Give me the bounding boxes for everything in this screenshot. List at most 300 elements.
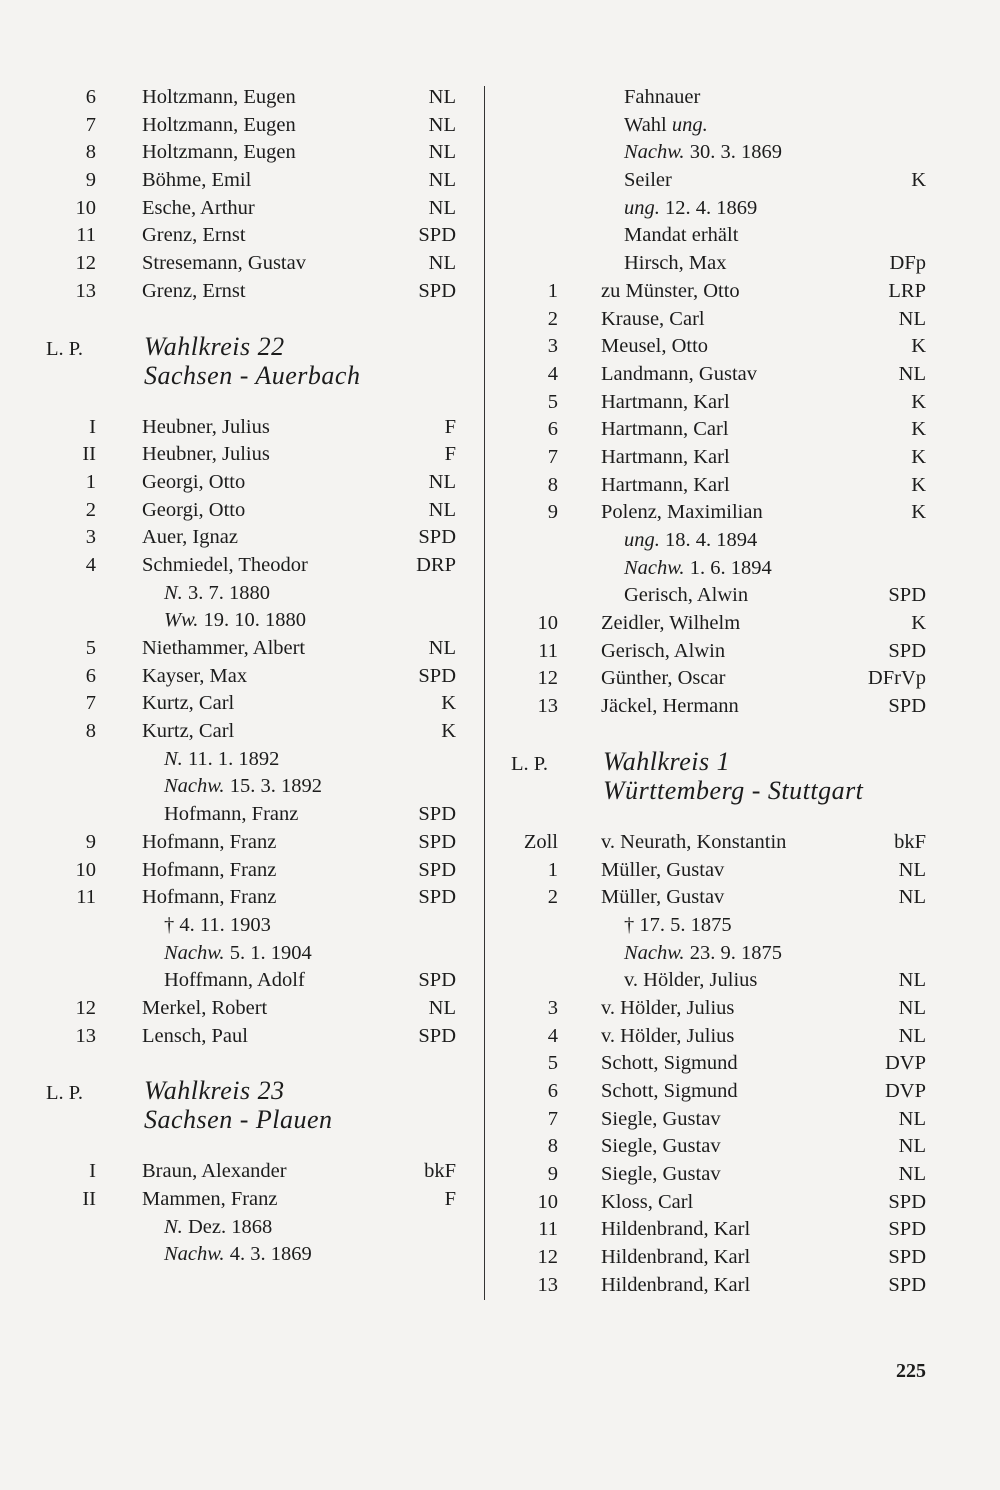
table-row (500, 333, 940, 361)
party-code: SPD (888, 1218, 926, 1241)
member-name: Hildenbrand, Karl (601, 1273, 751, 1296)
party-code: SPD (888, 1190, 926, 1213)
party-code: NL (428, 470, 456, 493)
entry-number: 10 (75, 196, 96, 219)
table-row (500, 665, 940, 693)
table-row (500, 995, 940, 1023)
entry-number: 8 (547, 473, 558, 496)
member-name: v. Hölder, Julius (601, 996, 735, 1019)
column-divider (484, 86, 485, 1300)
annotation-label: Nachw. (164, 1243, 225, 1266)
member-name: Hofmann, Franz (142, 858, 277, 881)
party-code: F (444, 1188, 456, 1210)
table-row (500, 1050, 940, 1078)
party-code: K (441, 720, 456, 743)
entry-number: 13 (537, 1273, 558, 1296)
heading-title: Wahlkreis 23 (144, 1076, 285, 1106)
annotation-date: Wahl (624, 113, 672, 136)
member-name: Schott, Sigmund (601, 1080, 738, 1102)
table-row (500, 912, 940, 940)
entry-number: 5 (547, 1052, 558, 1075)
table-row (0, 746, 470, 774)
annotation (624, 940, 782, 968)
member-name: Kloss, Carl (601, 1190, 694, 1213)
party-code: NL (428, 141, 456, 164)
table-row (0, 995, 470, 1023)
annotation-date: 3. 7. 1880 (182, 581, 270, 604)
annotation-date: 30. 3. 1869 (684, 141, 782, 164)
party-code: SPD (888, 1273, 926, 1296)
member-name: Merkel, Robert (142, 996, 268, 1019)
left-block-list (0, 1158, 470, 1269)
table-row (0, 884, 470, 912)
table-row (0, 1023, 470, 1051)
party-code: K (911, 473, 926, 496)
left-block-list (0, 84, 470, 306)
party-code: DFrVp (867, 667, 926, 690)
party-code: NL (428, 996, 456, 1019)
entry-number: 13 (75, 279, 96, 302)
party-code: SPD (418, 858, 456, 881)
party-code: K (911, 169, 926, 192)
table-row (0, 1158, 470, 1186)
annotation-date: 18. 4. 1894 (659, 529, 758, 551)
entry-number: 6 (85, 664, 96, 687)
table-row (500, 278, 940, 306)
member-name: Gerisch, Alwin (601, 639, 726, 662)
member-name: Hartmann, Carl (601, 418, 729, 441)
member-name: Seiler (624, 169, 672, 192)
member-name: Hartmann, Karl (601, 473, 730, 496)
party-code: SPD (888, 639, 926, 662)
party-code: NL (428, 169, 456, 192)
party-code: DVP (884, 1052, 926, 1075)
member-name: Krause, Carl (601, 307, 705, 330)
table-row (0, 1241, 470, 1269)
entry-number: 13 (75, 1024, 96, 1047)
party-code: bkF (894, 830, 926, 853)
entry-number: 9 (547, 501, 558, 524)
party-code: SPD (418, 803, 456, 826)
table-row (500, 1106, 940, 1134)
table-row (500, 1244, 940, 1272)
party-code: NL (428, 498, 456, 521)
member-name: Holtzmann, Eugen (142, 86, 296, 108)
party-code: DFp (889, 252, 926, 275)
table-row (0, 278, 470, 306)
party-code: SPD (418, 664, 456, 687)
member-name: Müller, Gustav (601, 858, 725, 881)
table-row (0, 441, 470, 469)
annotation (164, 940, 312, 968)
table-row (0, 718, 470, 746)
party-code: NL (898, 307, 926, 330)
right-block-list (500, 829, 940, 1300)
table-row (500, 167, 940, 195)
member-name: Grenz, Ernst (142, 279, 246, 302)
table-row (500, 195, 940, 223)
annotation (624, 139, 782, 167)
entry-number: 3 (547, 996, 558, 1019)
entry-number: 8 (85, 720, 96, 743)
annotation-label: Nachw. (624, 941, 685, 964)
party-code: NL (898, 1107, 926, 1130)
entry-number: 10 (75, 858, 96, 881)
annotation-label: Nachw. (624, 141, 685, 164)
entry-number: 5 (85, 637, 96, 659)
entry-number: 2 (547, 886, 558, 909)
annotation-date: 12. 4. 1869 (659, 196, 758, 219)
party-code: F (444, 415, 456, 438)
entry-number: 12 (75, 996, 96, 1019)
heading-wahlkreis-22 (0, 331, 470, 400)
entry-number: I (89, 415, 96, 438)
party-code: K (911, 390, 926, 413)
entry-number: II (82, 443, 96, 466)
annotation (164, 912, 271, 940)
annotation-date: 4. 3. 1869 (224, 1243, 312, 1266)
member-name: Hofmann, Franz (142, 886, 277, 909)
table-row (500, 472, 940, 500)
party-code: NL (898, 996, 926, 1019)
table-row (500, 1133, 940, 1161)
member-name: Schmiedel, Theodor (142, 553, 308, 576)
table-row (500, 638, 940, 666)
table-row (500, 306, 940, 334)
left-block-list (0, 414, 470, 1051)
annotation-date: Dez. 1868 (182, 1215, 273, 1238)
entry-number: 6 (547, 1080, 558, 1102)
annotation (164, 773, 322, 801)
table-row (0, 1214, 470, 1242)
party-code: K (911, 445, 926, 468)
entry-number: 4 (547, 1024, 558, 1047)
annotation-label: Nachw. (164, 941, 225, 964)
annotation-label: ung. (624, 196, 660, 219)
member-name: Lensch, Paul (142, 1024, 248, 1047)
annotation-label: N. (164, 581, 183, 604)
table-row (0, 829, 470, 857)
annotation-date: † 17. 5. 1875 (624, 913, 732, 936)
member-name: Braun, Alexander (142, 1160, 287, 1183)
member-name: Siegle, Gustav (601, 1107, 721, 1130)
table-row (500, 416, 940, 444)
party-code: NL (898, 1024, 926, 1047)
entry-number: 7 (547, 445, 558, 468)
entry-number: 1 (547, 858, 558, 881)
member-name: v. Hölder, Julius (624, 969, 758, 992)
table-row (0, 552, 470, 580)
entry-number: 6 (547, 418, 558, 441)
annotation-label: Nachw. (164, 775, 225, 798)
annotation-label: ung. (671, 113, 708, 136)
table-row (500, 1216, 940, 1244)
table-row (500, 389, 940, 417)
annotation (624, 527, 757, 555)
table-row (500, 1023, 940, 1051)
table-row (0, 912, 470, 940)
annotation-label: Nachw. (624, 556, 685, 579)
member-name: Gerisch, Alwin (624, 584, 749, 607)
annotation (624, 112, 708, 140)
table-row (500, 499, 940, 527)
annotation-label: ung. (624, 529, 660, 551)
member-name: Müller, Gustav (601, 886, 725, 909)
legislative-period-label: L. P. (46, 337, 84, 360)
table-row (0, 857, 470, 885)
table-row (0, 250, 470, 278)
entry-number: 5 (547, 390, 558, 413)
right-column (500, 84, 940, 1300)
annotation (624, 912, 732, 940)
member-name: Fahnauer (624, 86, 701, 108)
party-code: K (911, 612, 926, 635)
party-code: LRP (888, 279, 926, 302)
member-name: Holtzmann, Eugen (142, 141, 296, 164)
party-code: SPD (418, 830, 456, 853)
entry-number: 3 (85, 526, 96, 549)
party-code: NL (428, 637, 456, 659)
annotation (624, 195, 757, 223)
entry-number: 4 (85, 553, 96, 576)
member-name: Meusel, Otto (601, 335, 709, 358)
table-row (0, 167, 470, 195)
table-row (500, 1161, 940, 1189)
annotation-date: 23. 9. 1875 (684, 941, 782, 964)
table-row (500, 222, 940, 250)
table-row (0, 690, 470, 718)
table-row (500, 829, 940, 857)
member-name: Niethammer, Albert (142, 637, 306, 659)
member-name: Siegle, Gustav (601, 1163, 721, 1186)
heading-title: Wahlkreis 22 (144, 331, 285, 361)
member-name: Mammen, Franz (142, 1188, 278, 1210)
annotation-date: 11. 1. 1892 (182, 747, 280, 770)
member-name: Hartmann, Karl (601, 390, 730, 413)
member-name: Hoffmann, Adolf (164, 969, 305, 992)
entry-number: 8 (547, 1135, 558, 1158)
member-name: Jäckel, Hermann (601, 695, 739, 718)
table-row (0, 469, 470, 497)
party-code: DVP (884, 1080, 926, 1102)
table-row (0, 112, 470, 140)
member-name: Schott, Sigmund (601, 1052, 738, 1075)
entry-number: 2 (85, 498, 96, 521)
member-name: Kurtz, Carl (142, 692, 235, 715)
heading-title: Wahlkreis 1 (603, 746, 731, 776)
annotation (164, 1241, 312, 1269)
annotation-date: 5. 1. 1904 (224, 941, 312, 964)
annotation-label: N. (164, 747, 183, 770)
table-row (0, 801, 470, 829)
member-name: Hildenbrand, Karl (601, 1246, 751, 1269)
member-name: Auer, Ignaz (142, 526, 238, 549)
entry-number: 10 (537, 612, 558, 635)
table-row (500, 444, 940, 472)
table-row (0, 967, 470, 995)
member-name: Landmann, Gustav (601, 362, 757, 385)
party-code: NL (428, 252, 456, 275)
member-name: Georgi, Otto (142, 498, 246, 521)
table-row (0, 635, 470, 663)
party-code: NL (898, 1135, 926, 1158)
table-row (0, 84, 470, 112)
annotation-label: N. (164, 1215, 183, 1238)
table-row (0, 222, 470, 250)
member-name: Hildenbrand, Karl (601, 1218, 751, 1241)
entry-number: 11 (538, 639, 558, 662)
member-name: Kayser, Max (142, 664, 248, 687)
member-name: Polenz, Maximilian (601, 501, 763, 524)
party-code: SPD (888, 584, 926, 607)
party-code: SPD (888, 1246, 926, 1269)
table-row (500, 555, 940, 583)
table-row (500, 610, 940, 638)
member-name: Esche, Arthur (142, 196, 255, 219)
table-row (0, 1186, 470, 1214)
entry-number: 12 (537, 667, 558, 690)
heading-wahlkreis-23 (0, 1076, 470, 1144)
party-code: NL (898, 969, 926, 992)
table-row (500, 1272, 940, 1300)
entry-number: 6 (85, 86, 96, 108)
party-code: SPD (418, 224, 456, 247)
entry-number: Zoll (523, 830, 558, 853)
member-name: Heubner, Julius (142, 443, 270, 466)
entry-number: 12 (75, 252, 96, 275)
table-row (0, 580, 470, 608)
party-code: SPD (418, 969, 456, 992)
member-name: v. Neurath, Konstantin (601, 830, 787, 853)
table-row (500, 1189, 940, 1217)
member-name: Hofmann, Franz (142, 830, 277, 853)
entry-number: 7 (547, 1107, 558, 1130)
table-row (0, 940, 470, 968)
party-code: NL (898, 858, 926, 881)
entry-number: 4 (547, 362, 558, 385)
entry-number: 10 (537, 1190, 558, 1213)
heading-subtitle: Württemberg - Stuttgart (603, 775, 864, 805)
member-name: Mandat erhält (624, 224, 739, 247)
party-code: NL (898, 886, 926, 909)
annotation-label: Ww. (164, 609, 199, 632)
member-name: Holtzmann, Eugen (142, 113, 296, 136)
entry-number: 3 (547, 335, 558, 358)
annotation-date: † 4. 11. 1903 (164, 913, 271, 936)
party-code: DRP (416, 553, 456, 576)
table-row (0, 139, 470, 167)
table-row (0, 773, 470, 801)
member-name: Hofmann, Franz (164, 803, 299, 826)
party-code: NL (898, 1163, 926, 1186)
legislative-period-label: L. P. (511, 752, 549, 775)
entry-number: II (82, 1188, 96, 1210)
party-code: SPD (418, 886, 456, 909)
party-code: SPD (418, 1024, 456, 1047)
table-row (500, 250, 940, 278)
annotation (164, 607, 306, 635)
left-column (0, 84, 470, 1269)
member-name: Siegle, Gustav (601, 1135, 721, 1158)
table-row (500, 884, 940, 912)
table-row (0, 195, 470, 223)
table-row (0, 524, 470, 552)
table-row (500, 139, 940, 167)
party-code: SPD (418, 279, 456, 302)
table-row (500, 857, 940, 885)
entry-number: 2 (547, 307, 558, 330)
member-name: zu Münster, Otto (601, 279, 740, 302)
entry-number: 13 (537, 695, 558, 718)
member-name: Heubner, Julius (142, 415, 270, 438)
entry-number: 9 (85, 169, 96, 192)
table-row (0, 607, 470, 635)
member-name: Hirsch, Max (624, 252, 727, 275)
party-code: K (911, 335, 926, 358)
table-row (500, 527, 940, 555)
party-code: K (911, 418, 926, 441)
party-code: F (444, 443, 456, 466)
party-code: bkF (424, 1160, 456, 1183)
table-row (500, 84, 940, 112)
party-code: NL (428, 196, 456, 219)
party-code: SPD (888, 695, 926, 718)
entry-number: 12 (537, 1246, 558, 1269)
table-row (500, 693, 940, 721)
page-number: 225 (896, 1360, 926, 1382)
member-name: v. Hölder, Julius (601, 1024, 735, 1047)
annotation-date: 1. 6. 1894 (684, 556, 772, 579)
entry-number: 9 (85, 830, 96, 853)
heading-subtitle: Sachsen - Plauen (144, 1105, 333, 1135)
heading-subtitle: Sachsen - Auerbach (144, 360, 361, 390)
entry-number: 1 (85, 470, 96, 493)
annotation (164, 580, 270, 608)
party-code: K (441, 692, 456, 715)
annotation (164, 746, 279, 774)
table-row (500, 940, 940, 968)
member-name: Böhme, Emil (142, 169, 252, 192)
party-code: NL (898, 362, 926, 385)
table-row (500, 1078, 940, 1106)
party-code: K (911, 501, 926, 524)
member-name: Georgi, Otto (142, 470, 246, 493)
annotation (164, 1214, 272, 1242)
entry-number: 11 (76, 224, 96, 247)
entry-number: 11 (76, 886, 96, 909)
party-code: NL (428, 113, 456, 136)
entry-number: 9 (547, 1163, 558, 1186)
member-name: Zeidler, Wilhelm (601, 612, 741, 635)
annotation-date: 19. 10. 1880 (198, 609, 306, 632)
annotation (624, 555, 772, 583)
party-code: SPD (418, 526, 456, 549)
table-row (0, 497, 470, 525)
table-row (500, 112, 940, 140)
entry-number: I (89, 1160, 96, 1183)
party-code: NL (428, 86, 456, 108)
entry-number: 7 (85, 113, 96, 136)
table-row (500, 967, 940, 995)
member-name: Günther, Oscar (601, 667, 726, 690)
heading-wahlkreis-1 (500, 746, 940, 815)
annotation-date: 15. 3. 1892 (224, 775, 322, 798)
member-name: Stresemann, Gustav (142, 252, 306, 275)
entry-number: 7 (85, 692, 96, 715)
member-name: Kurtz, Carl (142, 720, 235, 743)
member-name: Hartmann, Karl (601, 445, 730, 468)
table-row (500, 361, 940, 389)
